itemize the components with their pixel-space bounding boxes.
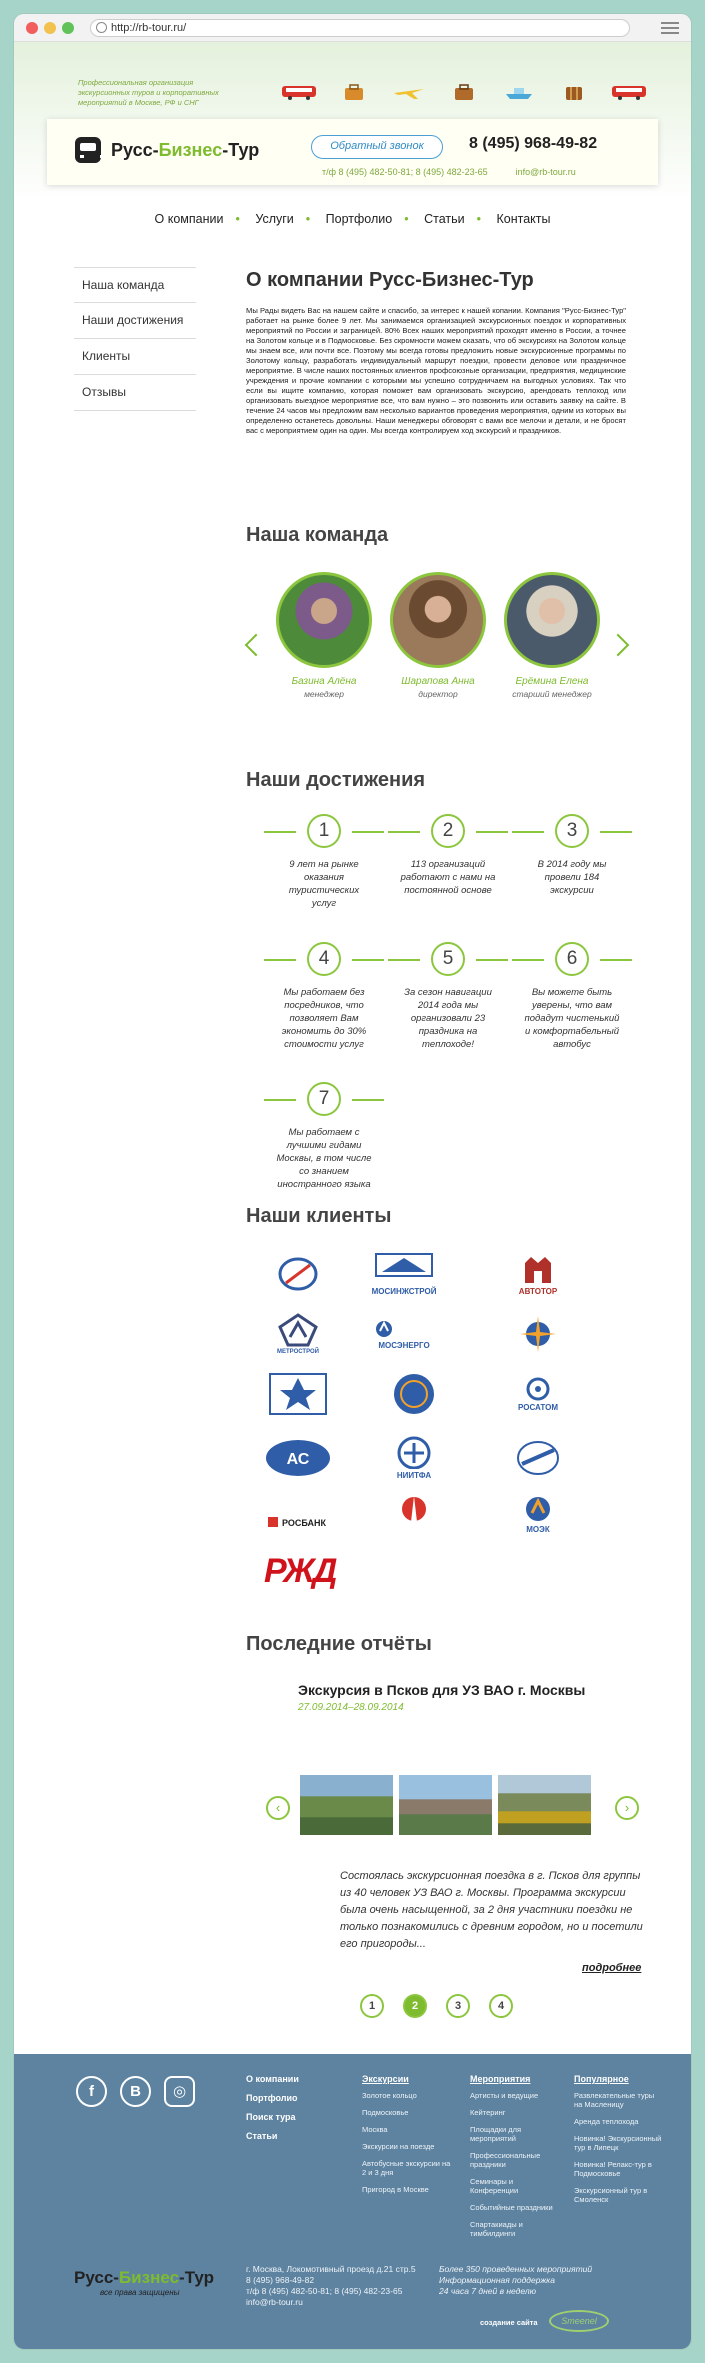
report-photo[interactable]: [498, 1775, 591, 1835]
avtotor-logo: АВТОТОР: [508, 1252, 568, 1296]
suitcase-icon: [445, 82, 483, 102]
url-text: http://rb-tour.ru/: [111, 22, 187, 34]
footer-col-popular: [574, 2074, 662, 2212]
fsk-logo: [508, 1312, 568, 1356]
il-logo: [508, 1436, 568, 1480]
member-photo: [276, 572, 372, 668]
member-name: Шарапова Анна: [401, 676, 475, 687]
footer-link[interactable]: Аренда теплохода: [574, 2117, 639, 2126]
fax-text: т/ф 8 (495) 482-50-81; 8 (495) 482-23-65: [322, 167, 488, 177]
achievement-text: 113 организаций работают с нами на постоянной основе: [400, 859, 496, 896]
menu-icon[interactable]: [661, 22, 679, 37]
svg-text:АС: АС: [286, 1451, 310, 1468]
pagination: [360, 1994, 513, 2018]
footer-main-links: [246, 2074, 299, 2150]
globe-icon: [96, 22, 107, 33]
member-name: Базина Алёна: [291, 676, 357, 687]
member-name: Ерёмина Елена: [515, 676, 589, 687]
facebook-icon[interactable]: f: [76, 2076, 107, 2107]
gosniias-logo: [268, 1436, 328, 1480]
page-2-button[interactable]: 2: [403, 1994, 427, 2018]
report-photo[interactable]: [399, 1775, 492, 1835]
mosenergo-logo: МОСЭНЕРГО: [374, 1312, 434, 1356]
report-photos: [300, 1775, 591, 1835]
footer-link[interactable]: Площадки для мероприятий: [470, 2125, 522, 2143]
briefcase-icon: [335, 82, 373, 102]
ship-icon: [500, 82, 538, 102]
achievement-number: 6: [555, 942, 589, 976]
menu-item-services[interactable]: Услуги: [255, 212, 294, 226]
achievement-number: 7: [307, 1082, 341, 1116]
achievements-title: Наши достижения: [246, 769, 426, 791]
report-title[interactable]: Экскурсия в Псков для УЗ ВАО г. Москвы: [298, 1682, 586, 1698]
menu-item-contacts[interactable]: Контакты: [496, 212, 551, 226]
achievement-item: [264, 942, 384, 1051]
footer-col-title[interactable]: Популярное: [574, 2074, 629, 2084]
mosinzhstroy-logo: МОСИНЖСТРОЙ: [374, 1252, 434, 1296]
team-member: [498, 572, 606, 699]
clients-title: Наши клиенты: [246, 1205, 392, 1227]
callback-button[interactable]: Обратный звонок: [311, 135, 443, 159]
team-next-arrow[interactable]: [607, 634, 630, 657]
header-box: [47, 119, 658, 185]
achievement-item: [264, 1082, 384, 1191]
achievement-item: [264, 814, 384, 910]
roscosmos-logo: [268, 1252, 328, 1296]
report-photo[interactable]: [300, 1775, 393, 1835]
reports-title: Последние отчёты: [246, 1633, 432, 1655]
footer-link[interactable]: Семинары и Конференции: [470, 2177, 519, 2195]
rosbank-logo: [268, 1500, 328, 1544]
menu-item-articles[interactable]: Статьи: [424, 212, 465, 226]
achievement-number: 4: [307, 942, 341, 976]
achievement-item: [388, 814, 508, 897]
report-prev-arrow[interactable]: ‹: [266, 1796, 290, 1820]
address-bar[interactable]: [90, 19, 630, 37]
footer-col-title[interactable]: Мероприятия: [470, 2074, 531, 2084]
achievement-text: Вы можете быть уверены, что вам подадут чистенький и комфортабельный автобус: [524, 987, 620, 1050]
footer-link[interactable]: Новинка! Экскурсионный тур в Липецк: [574, 2134, 662, 2152]
footer-rights: все права защищены: [100, 2288, 180, 2297]
report-next-arrow[interactable]: ›: [615, 1796, 639, 1820]
contact-line: [322, 167, 576, 177]
menu-item-about[interactable]: О компании: [154, 212, 224, 226]
footer-col-excursions: [362, 2074, 454, 2202]
footer-link[interactable]: Новинка! Релакс-тур в Подмосковье: [574, 2160, 652, 2178]
close-dot[interactable]: [26, 22, 38, 34]
footer-link[interactable]: Экскурсии на поезде: [362, 2142, 435, 2151]
member-photo: [504, 572, 600, 668]
footer-link-tour-search[interactable]: Поиск тура: [246, 2112, 296, 2122]
footer-link[interactable]: Пригород в Москве: [362, 2185, 429, 2194]
footer-link[interactable]: Золотое кольцо: [362, 2091, 417, 2100]
page-1-button[interactable]: 1: [360, 1994, 384, 2018]
achievement-text: 9 лет на рынке оказания туристических услуг: [288, 859, 360, 909]
bus-icon: [280, 82, 318, 102]
maximize-dot[interactable]: [62, 22, 74, 34]
footer-address: г. Москва, Локомотивный проезд д.21 стр.5 8 (495) 968-49-82 т/ф 8 (495) 482-50-81; 8 (495) 482-23-65 info@rb-tour.ru: [246, 2264, 416, 2307]
member-role: менеджер: [304, 689, 344, 699]
niitfa-logo: НИИТФА: [384, 1436, 444, 1480]
report-text: Состоялась экскурсионная поездка в г. Псков для группы из 40 человек УЗ ВАО г. Москвы. Программа экскурсии была очень насыщенной, за 2 дня участники поездки не только познакомились с древним городом, но и посетили его пригороды...: [340, 1870, 643, 1950]
footer-link[interactable]: Подмосковье: [362, 2108, 409, 2117]
achievement-text: За сезон навигации 2014 года мы организовали 23 праздника на теплоходе!: [404, 987, 492, 1050]
moesk-logo: МОЭК: [508, 1492, 568, 1536]
footer: [14, 2054, 691, 2349]
tagline: Профессиональная организация экскурсионных туров и корпоративных мероприятий в Москве, РФ и СНГ: [78, 78, 219, 107]
page-title: О компании Русс-Бизнес-Тур: [246, 269, 534, 291]
footer-link-about[interactable]: О компании: [246, 2074, 299, 2084]
achievement-item: [388, 942, 508, 1051]
footer-note: Более 350 проведенных мероприятий Информационная поддержка 24 часа 7 дней в неделю: [439, 2264, 593, 2296]
bus-red-icon: [610, 82, 648, 102]
more-link[interactable]: подробнее: [582, 1962, 642, 1974]
report-card: [246, 1682, 656, 1974]
menu-item-portfolio[interactable]: Портфолио: [325, 212, 393, 226]
browser-window: [14, 14, 691, 2349]
email-link[interactable]: info@rb-tour.ru: [515, 167, 576, 177]
page: [14, 42, 691, 2349]
footer-logo[interactable]: Русс-Бизнес-Тур: [74, 2268, 215, 2287]
header-phone: 8 (495) 968-49-82: [469, 135, 598, 152]
team-member: [384, 572, 492, 699]
achievement-text: Мы работаем с лучшими гидами Москвы, в том числе со знанием иностранного языка: [276, 1127, 372, 1190]
achievement-number: 2: [431, 814, 465, 848]
footer-link-articles[interactable]: Статьи: [246, 2131, 278, 2141]
achievement-number: 1: [307, 814, 341, 848]
achievement-item: [512, 814, 632, 897]
bus-logo-icon: [75, 137, 101, 163]
footer-col-title[interactable]: Экскурсии: [362, 2074, 409, 2084]
roscosmos-rocket-logo: [384, 1492, 444, 1536]
footer-link-portfolio[interactable]: Портфолио: [246, 2093, 298, 2103]
achievement-number: 5: [431, 942, 465, 976]
luggage-icon: [555, 82, 593, 102]
footer-link[interactable]: Кейтеринг: [470, 2108, 506, 2117]
sidebar-item-clients[interactable]: Клиенты: [74, 339, 196, 375]
team-member: [270, 572, 378, 699]
footer-link[interactable]: Развлекательные туры на Масленицу: [574, 2091, 655, 2109]
about-text: Мы Рады видеть Вас на нашем сайте и спасибо, за интерес к нашей копании. Компания "Русс-Бизнес-Тур" работает на рынке более 9 лет. Мы занимаемся организацией экскурсионных поездок и корпоративных мероприятий по России и заграницей. 80% Всех наших мероприятий проходят именно в России, а точнее на Золотом кольце и в Подмосковье. Без скромности можем сказать, что об экскурсиях на Золотом кольце мы знаем все, или почти все. Поэтому мы всегда готовы предложить новые экскурсионные программы по Золотому кольцу, разработать индивидуальный маршрут поездки, провести деловое или праздничное мероприятие. В числе наших постоянных клиентов профсоюзные организации, предприятия, медицинские учреждения и прочие компании с которыми мы успешно сотрудничаем на выгодных условиях. Так что если вы ищите компанию, которая поможет вам организовать экскурсию, арендовать теплоход или организовать выездное мероприятие все, что вам нужно – это позвонить или оставить заявку на сайте. В течение 24 часов мы предложим вам несколько вариантов проведения мероприятия, одним из которых вы определенно останетесь довольны. Наши менеджеры обговорят с вами все мелочи и детали, и не бросят вас с мероприятием один на один. Мы всегда контролируем ход экскурсий и праздников.: [246, 306, 626, 435]
transport-icons: [280, 82, 648, 102]
page-4-button[interactable]: 4: [489, 1994, 513, 2018]
rosatom-logo: РОСАТОМ: [508, 1372, 568, 1416]
minimize-dot[interactable]: [44, 22, 56, 34]
footer-link[interactable]: Профессиональные праздники: [470, 2151, 541, 2169]
achievement-text: В 2014 году мы провели 184 экскурсии: [537, 859, 607, 896]
achievement-number: 3: [555, 814, 589, 848]
achievement-item: [512, 942, 632, 1051]
svg-text:РОСБАНК: РОСБАНК: [282, 1518, 327, 1528]
rzd-logo: РЖД: [264, 1552, 336, 1590]
mifi-logo: [384, 1372, 444, 1416]
footer-link[interactable]: Экскурсионный тур в Смоленск: [574, 2186, 648, 2204]
main-menu: О компании • Услуги • Портфолио • Статьи • Контакты: [154, 212, 551, 226]
team-prev-arrow[interactable]: [245, 634, 268, 657]
vk-icon[interactable]: B: [120, 2076, 151, 2107]
sidebar-item-reviews[interactable]: Отзывы: [74, 375, 196, 411]
member-role: директор: [418, 689, 458, 699]
footer-link[interactable]: Москва: [362, 2125, 388, 2134]
plane-icon: [390, 82, 428, 102]
sidebar: [74, 267, 196, 411]
team-title: Наша команда: [246, 524, 389, 546]
footer-link[interactable]: Спартакиады и тимбилдинги: [470, 2220, 523, 2238]
footer-email[interactable]: info@rb-tour.ru: [246, 2297, 303, 2307]
sidebar-item-team[interactable]: Наша команда: [74, 267, 196, 303]
footer-link[interactable]: Артисты и ведущие: [470, 2091, 539, 2100]
logo[interactable]: [75, 137, 259, 163]
page-3-button[interactable]: 3: [446, 1994, 470, 2018]
instagram-icon[interactable]: ◎: [164, 2076, 195, 2107]
achievement-text: Мы работаем без посредников, что позволяет Вам экономить до 30% стоимости услуг: [281, 987, 367, 1050]
footer-link[interactable]: Событийные праздники: [470, 2203, 553, 2212]
footer-col-events: [470, 2074, 558, 2246]
concern-logo: [268, 1372, 328, 1416]
report-date: 27.09.2014–28.09.2014: [298, 1702, 404, 1713]
browser-toolbar: [14, 14, 691, 42]
about-section: [246, 269, 626, 436]
member-photo: [390, 572, 486, 668]
sidebar-item-achievements[interactable]: Наши достижения: [74, 303, 196, 339]
made-by-label: создание сайта: [480, 2318, 538, 2327]
brand-name: Русс-Бизнес-Тур: [111, 139, 260, 160]
member-role: старший менеджер: [512, 689, 592, 699]
developer-logo[interactable]: Smeenel: [549, 2310, 609, 2332]
footer-link[interactable]: Автобусные экскурсии на 2 и 3 дня: [362, 2159, 451, 2177]
metrostroy-logo: МЕТРОСТРОЙ: [268, 1312, 328, 1356]
